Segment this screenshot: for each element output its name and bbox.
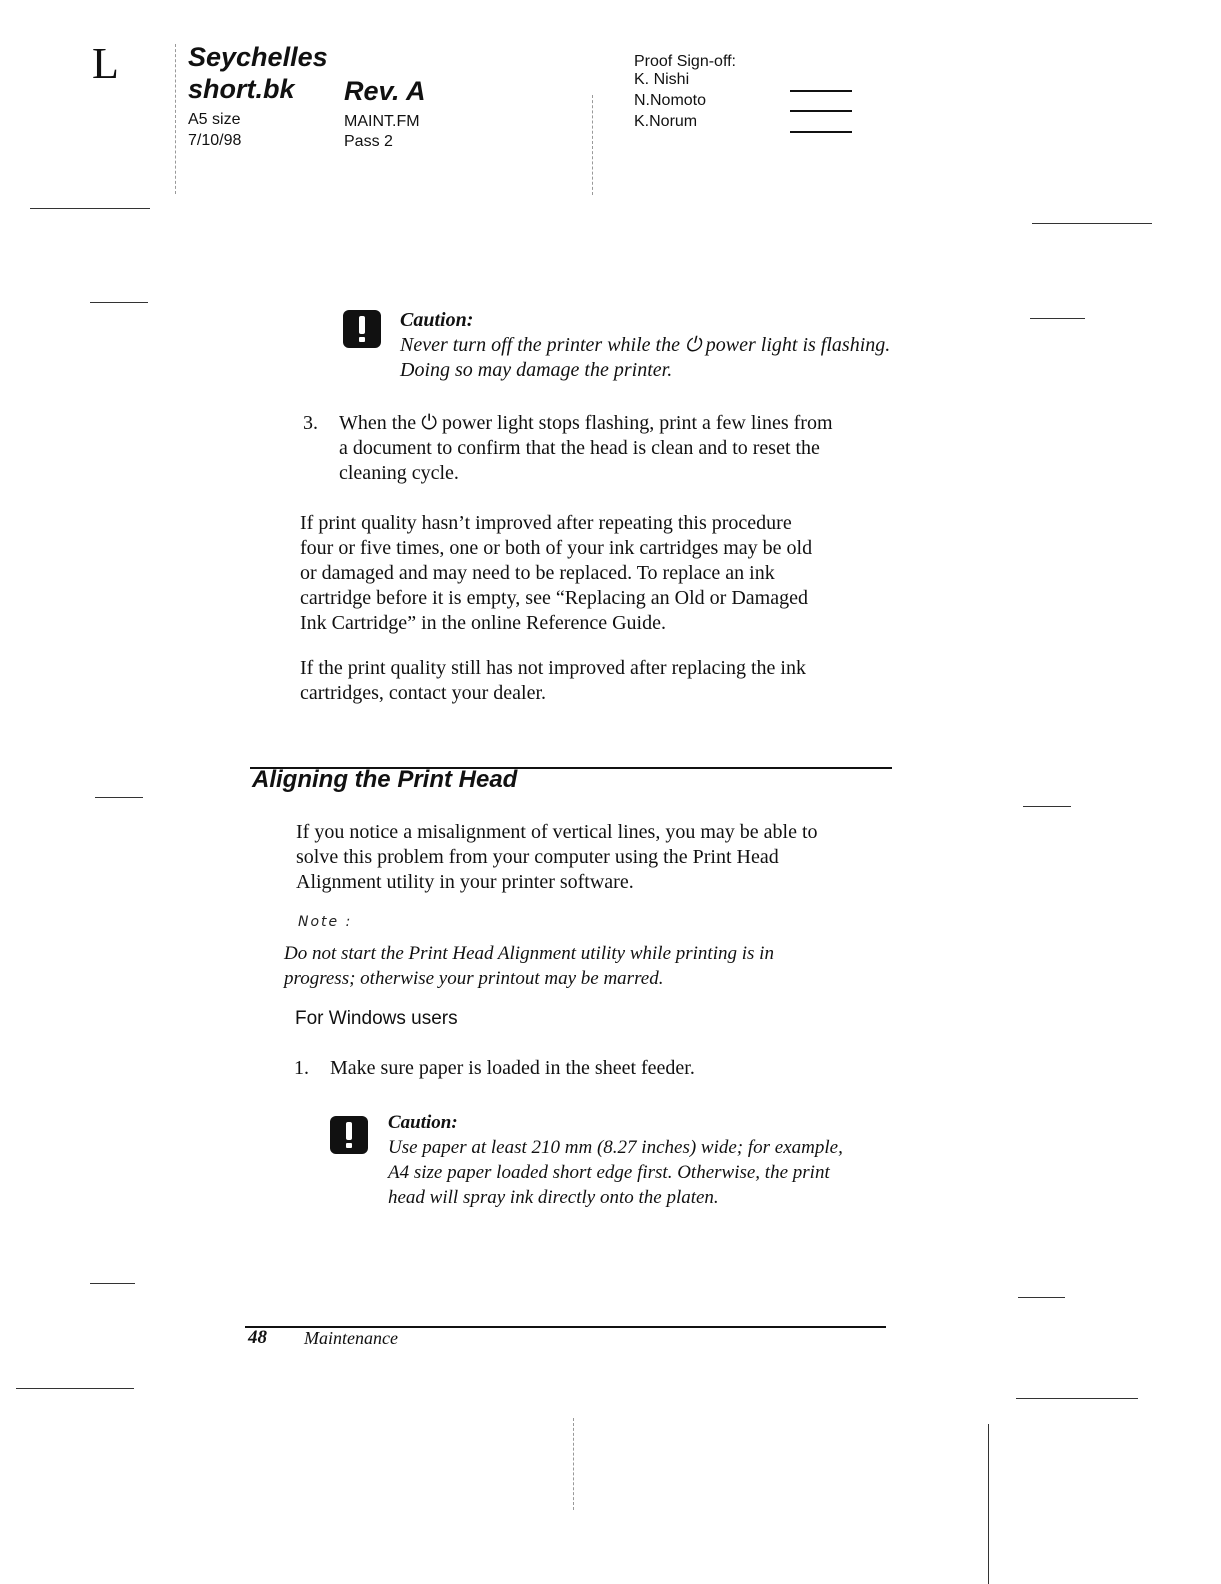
note-text-2: progress; otherwise your printout may be marred. [284, 968, 664, 989]
signoff-line-3 [790, 131, 852, 133]
crop-mark [1030, 318, 1085, 319]
signer-2: N.Nomoto [634, 92, 707, 109]
caution-title: Caution: [388, 1112, 458, 1133]
book-file: short.bk [188, 74, 295, 104]
signer-3: K.Norum [634, 113, 698, 130]
step-number: 1. [294, 1057, 309, 1079]
paragraph-line: or damaged and may need to be replaced. To replace an ink [300, 562, 775, 584]
paragraph-line: cartridges, contact your dealer. [300, 682, 546, 704]
crop-mark [1023, 806, 1071, 807]
paragraph-line: If print quality hasn’t improved after repeating this procedure [300, 512, 792, 534]
crop-mark [30, 208, 150, 209]
chapter-name: Maintenance [304, 1328, 398, 1348]
step-text: Make sure paper is loaded in the sheet feeder. [330, 1057, 695, 1079]
step-text-3: cleaning cycle. [339, 462, 459, 484]
crop-mark [90, 1283, 135, 1284]
caution-text: Never turn off the printer while the ⏻ power light is flashing. [400, 334, 891, 356]
crop-mark [1018, 1297, 1065, 1298]
header-divider [175, 44, 176, 194]
bottom-edge-line [988, 1424, 989, 1584]
bottom-mark [573, 1418, 574, 1510]
signer-1: K. Nishi [634, 71, 690, 88]
paragraph-line: Ink Cartridge” in the online Reference Guide. [300, 612, 666, 634]
paragraph-line: Alignment utility in your printer software. [296, 871, 634, 893]
corner-mark: L [92, 39, 119, 88]
step-text: When the ⏻ power light stops flashing, print a few lines from [339, 412, 833, 434]
caution-icon [330, 1116, 368, 1154]
crop-mark [1032, 223, 1152, 224]
subheading: For Windows users [295, 1008, 458, 1029]
note-text: Do not start the Print Head Alignment utility while printing is in [284, 943, 774, 964]
caution-text: Use paper at least 210 mm (8.27 inches) wide; for example, [388, 1137, 843, 1158]
revision: Rev. A [344, 76, 426, 106]
section-title: Aligning the Print Head [252, 766, 518, 793]
file-label: MAINT.FM [344, 113, 420, 130]
caution-title: Caution: [400, 309, 474, 331]
crop-mark [90, 302, 148, 303]
step-text-2: a document to confirm that the head is clean and to reset the [339, 437, 820, 459]
paragraph-line: If the print quality still has not improved after replacing the ink [300, 657, 806, 679]
paragraph-line: cartridge before it is empty, see “Replacing an Old or Damaged [300, 587, 808, 609]
power-icon: ⏻ [421, 412, 438, 434]
caution-text-2: A4 size paper loaded short edge first. Otherwise, the print [388, 1162, 830, 1183]
crop-mark [95, 797, 143, 798]
caution-icon [343, 310, 381, 348]
caution-text-2: Doing so may damage the printer. [400, 359, 673, 381]
step-number: 3. [303, 412, 318, 434]
pass-label: Pass 2 [344, 133, 393, 150]
header-divider-2 [592, 95, 593, 195]
caution-text-3: head will spray ink directly onto the platen. [388, 1187, 719, 1208]
crop-mark [1016, 1398, 1138, 1399]
signoff-line-1 [790, 90, 852, 92]
paragraph-line: solve this problem from your computer using the Print Head [296, 846, 779, 868]
note-label: Note : [298, 914, 353, 930]
book-name: Seychelles [188, 42, 328, 72]
crop-mark [16, 1388, 134, 1389]
date-label: 7/10/98 [188, 132, 242, 149]
size-label: A5 size [188, 111, 241, 128]
signoff-line-2 [790, 110, 852, 112]
page-number: 48 [248, 1327, 267, 1348]
power-icon: ⏻ [684, 334, 701, 356]
paragraph-line: four or five times, one or both of your ink cartridges may be old [300, 537, 813, 559]
paragraph-line: If you notice a misalignment of vertical lines, you may be able to [296, 821, 818, 843]
proof-title: Proof Sign-off: [634, 53, 736, 70]
